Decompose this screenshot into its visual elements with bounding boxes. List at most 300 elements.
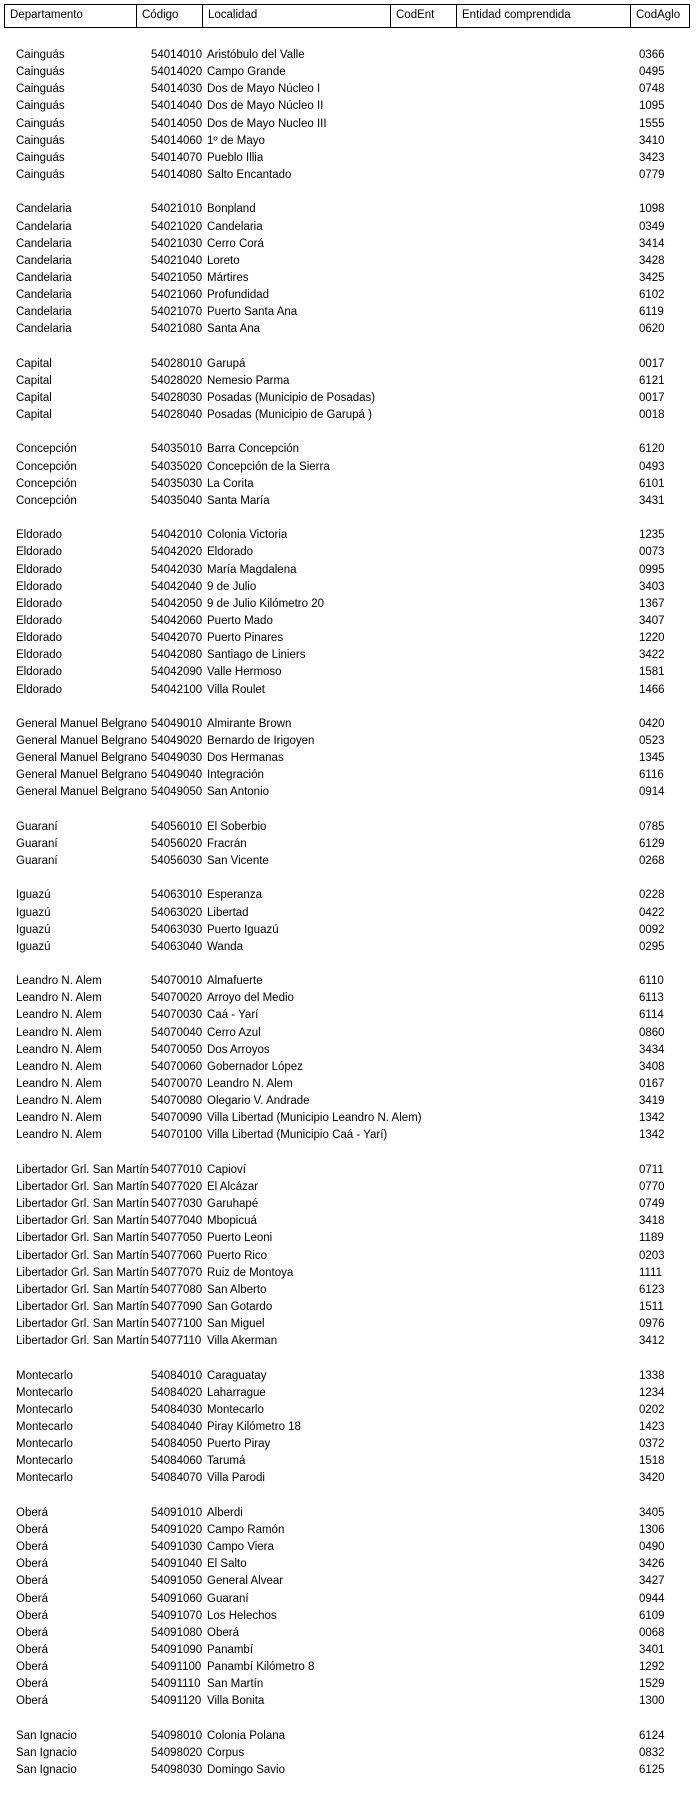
table-row bbox=[0, 1265, 697, 1282]
cell-codaglo: 1466 bbox=[639, 683, 665, 696]
cell-codaglo: 6109 bbox=[639, 1609, 665, 1622]
table-row bbox=[0, 596, 697, 613]
cell-codigo: 54070010 bbox=[151, 975, 203, 988]
table-row bbox=[0, 544, 697, 561]
cell-localidad: Profundidad bbox=[207, 289, 270, 302]
cell-departamento: Eldorado bbox=[16, 683, 63, 696]
cell-departamento: Cainguás bbox=[16, 100, 65, 113]
cell-departamento: Oberá bbox=[16, 1558, 48, 1571]
cell-localidad: Almafuerte bbox=[207, 975, 263, 988]
cell-localidad: La Corita bbox=[207, 477, 254, 490]
cell-codigo: 54042080 bbox=[151, 649, 203, 662]
cell-codaglo: 0495 bbox=[639, 66, 665, 79]
cell-localidad: Villa Akerman bbox=[207, 1335, 278, 1348]
cell-codaglo: 1423 bbox=[639, 1421, 665, 1433]
cell-codigo: 54084060 bbox=[151, 1455, 203, 1468]
cell-departamento: Capital bbox=[16, 392, 52, 404]
cell-codaglo: 3414 bbox=[639, 237, 665, 250]
cell-codigo: 54021070 bbox=[151, 306, 203, 319]
table-row bbox=[0, 236, 697, 253]
cell-codigo: 54077050 bbox=[151, 1232, 203, 1245]
table-row bbox=[0, 1625, 697, 1642]
cell-codaglo: 6113 bbox=[639, 992, 664, 1005]
cell-codaglo: 1220 bbox=[639, 632, 665, 645]
cell-codigo: 54042040 bbox=[151, 580, 203, 593]
cell-codigo: 54070020 bbox=[151, 992, 203, 1005]
cell-localidad: Puerto Piray bbox=[207, 1438, 271, 1451]
cell-codigo: 54042050 bbox=[151, 597, 203, 610]
cell-codaglo: 1555 bbox=[639, 117, 665, 130]
cell-codigo: 54091110 bbox=[151, 1678, 201, 1691]
cell-codigo: 54049010 bbox=[151, 717, 203, 730]
cell-departamento: Leandro N. Alem bbox=[16, 1112, 102, 1125]
cell-localidad: Panambí bbox=[207, 1643, 254, 1656]
cell-codaglo: 1342 bbox=[639, 1129, 665, 1142]
cell-departamento: Oberá bbox=[16, 1609, 48, 1622]
cell-codaglo: 0493 bbox=[639, 460, 665, 473]
table-row bbox=[0, 1007, 697, 1024]
table-row bbox=[0, 407, 697, 424]
cell-codigo: 54056020 bbox=[151, 837, 203, 850]
cell-departamento: San Ignacio bbox=[16, 1764, 77, 1776]
cell-departamento: San Ignacio bbox=[16, 1746, 77, 1759]
cell-codaglo: 3427 bbox=[639, 1575, 665, 1588]
cell-codaglo: 6102 bbox=[639, 289, 665, 302]
cell-codigo: 54021020 bbox=[151, 220, 203, 233]
table-row bbox=[0, 98, 697, 115]
cell-codaglo: 0785 bbox=[639, 820, 665, 833]
cell-departamento: Libertador Grl. San Martín bbox=[16, 1232, 149, 1245]
cell-departamento: Leandro N. Alem bbox=[16, 1009, 102, 1022]
table-row bbox=[0, 1693, 697, 1710]
table-row bbox=[0, 1385, 697, 1402]
table-row bbox=[0, 1591, 697, 1608]
cell-codaglo: 3408 bbox=[639, 1060, 665, 1073]
cell-localidad: San Martín bbox=[207, 1678, 264, 1691]
cell-localidad: San Antonio bbox=[207, 786, 270, 799]
header-localidad: Localidad bbox=[203, 5, 391, 27]
cell-localidad: Garuhapé bbox=[207, 1198, 259, 1211]
cell-departamento: Oberá bbox=[16, 1661, 48, 1674]
cell-localidad: Arroyo del Medio bbox=[207, 992, 294, 1005]
cell-localidad: 9 de Julio Kilómetro 20 bbox=[207, 597, 324, 610]
cell-codaglo: 0295 bbox=[639, 940, 665, 953]
cell-localidad: Dos de Mayo Nucleo III bbox=[207, 117, 327, 130]
cell-codigo: 54070040 bbox=[151, 1026, 203, 1039]
table-row bbox=[0, 1728, 697, 1745]
header-codigo: Código bbox=[137, 5, 203, 27]
cell-codaglo: 0349 bbox=[639, 220, 665, 233]
cell-codaglo: 3431 bbox=[639, 494, 665, 507]
cell-localidad: General Alvear bbox=[207, 1575, 284, 1588]
cell-departamento: Oberá bbox=[16, 1523, 48, 1536]
cell-codaglo: 0228 bbox=[639, 889, 665, 902]
cell-departamento: Candelaria bbox=[16, 203, 72, 216]
cell-departamento: Leandro N. Alem bbox=[16, 975, 102, 988]
cell-departamento: Libertador Grl. San Martín bbox=[16, 1163, 149, 1176]
cell-codigo: 54077040 bbox=[151, 1215, 203, 1228]
cell-departamento: General Manuel Belgrano bbox=[16, 717, 148, 730]
cell-localidad: Campo Grande bbox=[207, 66, 286, 79]
table-row bbox=[0, 116, 697, 133]
cell-codigo: 54077030 bbox=[151, 1198, 203, 1211]
cell-localidad: Corpus bbox=[207, 1746, 245, 1759]
cell-codaglo: 6124 bbox=[639, 1729, 665, 1742]
cell-localidad: Barra Concepción bbox=[207, 443, 300, 456]
cell-codigo: 54028030 bbox=[151, 392, 203, 404]
cell-codaglo: 3423 bbox=[639, 151, 665, 164]
cell-codaglo: 0976 bbox=[639, 1318, 665, 1331]
cell-localidad: Valle Hermoso bbox=[207, 666, 282, 679]
cell-departamento: Candelaria bbox=[16, 237, 72, 250]
cell-departamento: Cainguás bbox=[16, 66, 65, 79]
cell-codigo: 54091100 bbox=[151, 1661, 202, 1674]
cell-localidad: Aristóbulo del Valle bbox=[207, 49, 305, 61]
cell-localidad: Caá - Yarí bbox=[207, 1009, 259, 1022]
cell-codigo: 54077020 bbox=[151, 1180, 203, 1193]
cell-codigo: 54042070 bbox=[151, 632, 203, 645]
cell-localidad: Dos Arroyos bbox=[207, 1043, 270, 1056]
cell-codigo: 54070030 bbox=[151, 1009, 203, 1022]
cell-codigo: 54042100 bbox=[151, 683, 203, 696]
table-row bbox=[0, 1368, 697, 1385]
cell-departamento: Libertador Grl. San Martín bbox=[16, 1335, 149, 1348]
cell-codigo: 54077060 bbox=[151, 1249, 203, 1262]
cell-localidad: Integración bbox=[207, 769, 264, 782]
cell-localidad: Puerto Santa Ana bbox=[207, 306, 298, 319]
table-row bbox=[0, 219, 697, 236]
table-row bbox=[0, 767, 697, 784]
cell-localidad: Los Helechos bbox=[207, 1609, 277, 1622]
cell-departamento: Capital bbox=[16, 409, 52, 422]
table-row bbox=[0, 356, 697, 373]
table-row bbox=[0, 1025, 697, 1042]
cell-codigo: 54056010 bbox=[151, 820, 203, 833]
table-row bbox=[0, 630, 697, 647]
cell-codigo: 54077010 bbox=[151, 1163, 203, 1176]
cell-codaglo: 0523 bbox=[639, 735, 665, 747]
cell-localidad: Posadas (Municipio de Posadas) bbox=[207, 392, 376, 404]
cell-codaglo: 0420 bbox=[639, 717, 665, 730]
cell-localidad: María Magdalena bbox=[207, 563, 297, 576]
cell-codaglo: 3403 bbox=[639, 580, 665, 593]
table-row bbox=[0, 905, 697, 922]
cell-codigo: 54091020 bbox=[151, 1523, 203, 1536]
table-row bbox=[0, 887, 697, 904]
cell-departamento: Cainguás bbox=[16, 117, 65, 130]
cell-codigo: 54014040 bbox=[151, 100, 203, 113]
table-row bbox=[0, 1042, 697, 1059]
cell-localidad: San Alberto bbox=[207, 1283, 267, 1296]
cell-codaglo: 0422 bbox=[639, 906, 665, 919]
table-row bbox=[0, 1179, 697, 1196]
cell-departamento: San Ignacio bbox=[16, 1729, 77, 1742]
cell-codigo: 54098010 bbox=[151, 1729, 203, 1742]
cell-localidad: Santa Ana bbox=[207, 323, 261, 336]
cell-localidad: El Soberbio bbox=[207, 820, 267, 833]
header-entidad: Entidad comprendida bbox=[457, 5, 631, 27]
table-row bbox=[0, 973, 697, 990]
cell-departamento: Leandro N. Alem bbox=[16, 1060, 102, 1073]
cell-codaglo: 1511 bbox=[639, 1300, 664, 1313]
table-row bbox=[0, 1556, 697, 1573]
cell-codigo: 54070100 bbox=[151, 1129, 203, 1142]
cell-codaglo: 1529 bbox=[639, 1678, 665, 1691]
table-row bbox=[0, 819, 697, 836]
cell-codigo: 54091120 bbox=[151, 1695, 202, 1708]
cell-localidad: Villa Libertad (Municipio Caá - Yarí) bbox=[207, 1129, 388, 1142]
header-codaglo: CodAglo bbox=[636, 9, 681, 21]
table-row bbox=[0, 1299, 697, 1316]
cell-localidad: Campo Viera bbox=[207, 1541, 274, 1554]
cell-departamento: Iguazú bbox=[16, 923, 51, 936]
cell-departamento: Oberá bbox=[16, 1575, 48, 1588]
cell-departamento: Cainguás bbox=[16, 49, 65, 61]
cell-codigo: 54028040 bbox=[151, 409, 203, 422]
cell-codigo: 54014060 bbox=[151, 134, 203, 147]
cell-codaglo: 1098 bbox=[639, 203, 665, 216]
cell-localidad: Oberá bbox=[207, 1626, 239, 1639]
header-departamento: Departamento bbox=[5, 5, 137, 27]
table-row bbox=[0, 304, 697, 321]
cell-codigo: 54077110 bbox=[151, 1335, 202, 1348]
cell-localidad: Gobernador López bbox=[207, 1060, 303, 1073]
cell-codigo: 54042090 bbox=[151, 666, 203, 679]
cell-codigo: 54084050 bbox=[151, 1438, 203, 1451]
cell-codaglo: 1345 bbox=[639, 752, 665, 765]
table-row bbox=[0, 270, 697, 287]
cell-localidad: Libertad bbox=[207, 906, 249, 919]
table-row bbox=[0, 1059, 697, 1076]
cell-localidad: Santa María bbox=[207, 494, 270, 507]
cell-localidad: Cerro Corá bbox=[207, 237, 264, 250]
table-row bbox=[0, 1573, 697, 1590]
cell-codigo: 54091060 bbox=[151, 1592, 203, 1605]
cell-codigo: 54049030 bbox=[151, 752, 203, 765]
table-row bbox=[0, 1316, 697, 1333]
cell-codigo: 54014020 bbox=[151, 66, 203, 79]
cell-departamento: Montecarlo bbox=[16, 1421, 73, 1433]
cell-departamento: Eldorado bbox=[16, 614, 63, 627]
cell-codaglo: 1338 bbox=[639, 1369, 665, 1382]
table-row bbox=[0, 253, 697, 270]
table-row bbox=[0, 1282, 697, 1299]
cell-codigo: 54070070 bbox=[151, 1078, 203, 1090]
cell-codigo: 54063030 bbox=[151, 923, 203, 936]
cell-localidad: Domingo Savio bbox=[207, 1764, 285, 1776]
cell-codigo: 54077100 bbox=[151, 1318, 203, 1331]
cell-departamento: Eldorado bbox=[16, 597, 63, 610]
cell-localidad: El Salto bbox=[207, 1558, 247, 1571]
cell-localidad: Loreto bbox=[207, 254, 240, 267]
cell-departamento: Leandro N. Alem bbox=[16, 1095, 102, 1108]
cell-codigo: 54084070 bbox=[151, 1472, 203, 1485]
cell-codigo: 54014030 bbox=[151, 83, 203, 96]
cell-codigo: 54035020 bbox=[151, 460, 203, 473]
cell-localidad: Pueblo Illia bbox=[207, 151, 264, 164]
table-row bbox=[0, 47, 697, 64]
cell-codaglo: 0092 bbox=[639, 923, 665, 936]
table-row bbox=[0, 133, 697, 150]
table-row bbox=[0, 750, 697, 767]
cell-codaglo: 6129 bbox=[639, 837, 665, 850]
cell-codigo: 54042010 bbox=[151, 529, 203, 542]
cell-departamento: Leandro N. Alem bbox=[16, 1043, 102, 1056]
cell-departamento: General Manuel Belgrano bbox=[16, 752, 148, 765]
cell-localidad: Colonia Polana bbox=[207, 1729, 286, 1742]
cell-codaglo: 1292 bbox=[639, 1661, 665, 1674]
cell-departamento: Iguazú bbox=[16, 940, 51, 953]
cell-departamento: Oberá bbox=[16, 1506, 48, 1519]
cell-departamento: Cainguás bbox=[16, 83, 65, 96]
table-row bbox=[0, 682, 697, 699]
cell-localidad: Salto Encantado bbox=[207, 169, 292, 182]
table-row bbox=[0, 1762, 697, 1779]
table-row bbox=[0, 150, 697, 167]
table-row bbox=[0, 939, 697, 956]
table-row bbox=[0, 716, 697, 733]
cell-codaglo: 3405 bbox=[639, 1506, 665, 1519]
cell-codaglo: 3418 bbox=[639, 1215, 665, 1228]
cell-codaglo: 6119 bbox=[639, 306, 664, 319]
cell-codaglo: 1111 bbox=[639, 1266, 663, 1279]
table-row bbox=[0, 562, 697, 579]
cell-codigo: 54084030 bbox=[151, 1403, 203, 1416]
cell-codigo: 54091050 bbox=[151, 1575, 203, 1588]
cell-departamento: Iguazú bbox=[16, 906, 51, 919]
cell-departamento: Eldorado bbox=[16, 529, 63, 542]
cell-codaglo: 6125 bbox=[639, 1764, 665, 1776]
cell-departamento: Leandro N. Alem bbox=[16, 1078, 102, 1090]
table-row bbox=[0, 1402, 697, 1419]
cell-codaglo: 0779 bbox=[639, 169, 665, 182]
cell-codaglo: 3426 bbox=[639, 1558, 665, 1571]
header-codent: CodEnt bbox=[391, 5, 457, 27]
table-row bbox=[0, 922, 697, 939]
cell-departamento: Montecarlo bbox=[16, 1438, 73, 1451]
table-row bbox=[0, 579, 697, 596]
cell-codaglo: 6116 bbox=[639, 769, 664, 782]
cell-codaglo: 3407 bbox=[639, 614, 665, 627]
cell-localidad: Eldorado bbox=[207, 546, 254, 559]
cell-localidad: Cerro Azul bbox=[207, 1026, 261, 1039]
cell-departamento: Eldorado bbox=[16, 632, 63, 645]
cell-codigo: 54028010 bbox=[151, 357, 203, 370]
cell-localidad: Alberdi bbox=[207, 1506, 243, 1519]
cell-codigo: 54084010 bbox=[151, 1369, 203, 1382]
cell-localidad: Esperanza bbox=[207, 889, 262, 902]
cell-localidad: Bernardo de Irigoyen bbox=[207, 735, 315, 747]
table-row bbox=[0, 287, 697, 304]
cell-codigo: 54091030 bbox=[151, 1541, 203, 1554]
cell-localidad: Dos Hermanas bbox=[207, 752, 284, 765]
cell-codigo: 54028020 bbox=[151, 374, 203, 387]
table-row bbox=[0, 1248, 697, 1265]
cell-codigo: 54049040 bbox=[151, 769, 203, 782]
cell-localidad: Leandro N. Alem bbox=[207, 1078, 293, 1090]
table-row bbox=[0, 613, 697, 630]
table-row bbox=[0, 1419, 697, 1436]
table-row bbox=[0, 390, 697, 407]
cell-codigo: 54077080 bbox=[151, 1283, 203, 1296]
cell-departamento: Eldorado bbox=[16, 563, 63, 576]
cell-localidad: Capioví bbox=[207, 1163, 246, 1176]
cell-codigo: 54098030 bbox=[151, 1764, 203, 1776]
cell-departamento: Iguazú bbox=[16, 889, 51, 902]
cell-codaglo: 1581 bbox=[639, 666, 665, 679]
cell-codigo: 54084040 bbox=[151, 1421, 203, 1433]
table-row bbox=[0, 1539, 697, 1556]
table-row bbox=[0, 373, 697, 390]
cell-codigo: 54091070 bbox=[151, 1609, 203, 1622]
cell-codigo: 54021080 bbox=[151, 323, 203, 336]
cell-localidad: Dos de Mayo Núcleo II bbox=[207, 100, 324, 113]
cell-departamento: Concepción bbox=[16, 494, 77, 507]
cell-departamento: Montecarlo bbox=[16, 1386, 73, 1399]
cell-codigo: 54021050 bbox=[151, 271, 203, 284]
cell-codaglo: 3401 bbox=[639, 1643, 665, 1656]
cell-departamento: Leandro N. Alem bbox=[16, 1129, 102, 1142]
table-row bbox=[0, 81, 697, 98]
cell-departamento: Concepción bbox=[16, 460, 77, 473]
cell-localidad: Dos de Mayo Núcleo I bbox=[207, 83, 321, 96]
cell-departamento: Libertador Grl. San Martín bbox=[16, 1215, 149, 1228]
cell-codaglo: 3425 bbox=[639, 271, 665, 284]
cell-codaglo: 3434 bbox=[639, 1043, 665, 1056]
cell-departamento: Concepción bbox=[16, 477, 77, 490]
cell-codaglo: 0268 bbox=[639, 855, 665, 868]
cell-codaglo: 0749 bbox=[639, 1198, 665, 1211]
cell-codaglo: 6123 bbox=[639, 1283, 665, 1296]
cell-codaglo: 0914 bbox=[639, 786, 665, 799]
cell-codigo: 54070060 bbox=[151, 1060, 203, 1073]
cell-codigo: 54014070 bbox=[151, 151, 203, 164]
cell-codigo: 54063040 bbox=[151, 940, 203, 953]
table-row bbox=[0, 1522, 697, 1539]
cell-codigo: 54056030 bbox=[151, 855, 203, 868]
cell-departamento: Libertador Grl. San Martín bbox=[16, 1266, 149, 1279]
cell-codaglo: 1189 bbox=[639, 1232, 664, 1245]
table-row bbox=[0, 1453, 697, 1470]
table-row bbox=[0, 1659, 697, 1676]
table-row bbox=[0, 853, 697, 870]
cell-localidad: Colonia Victoria bbox=[207, 529, 288, 542]
cell-localidad: Puerto Leoni bbox=[207, 1232, 273, 1245]
cell-localidad: Fracrán bbox=[207, 837, 247, 850]
cell-codigo: 54021040 bbox=[151, 254, 203, 267]
cell-codigo: 54077070 bbox=[151, 1266, 203, 1279]
cell-departamento: Capital bbox=[16, 374, 52, 387]
cell-codaglo: 1367 bbox=[639, 597, 665, 610]
cell-codaglo: 6120 bbox=[639, 443, 665, 456]
cell-codaglo: 0073 bbox=[639, 546, 665, 559]
cell-codaglo: 1342 bbox=[639, 1112, 665, 1125]
cell-departamento: General Manuel Belgrano bbox=[16, 786, 148, 799]
table-row bbox=[0, 784, 697, 801]
cell-departamento: Oberá bbox=[16, 1678, 48, 1691]
cell-codigo: 54091080 bbox=[151, 1626, 203, 1639]
cell-codigo: 54070050 bbox=[151, 1043, 203, 1056]
cell-departamento: Libertador Grl. San Martín bbox=[16, 1198, 149, 1211]
cell-codaglo: 1518 bbox=[639, 1455, 665, 1468]
cell-departamento: Libertador Grl. San Martín bbox=[16, 1249, 149, 1262]
cell-codigo: 54098020 bbox=[151, 1746, 203, 1759]
cell-localidad: Piray Kilómetro 18 bbox=[207, 1421, 301, 1433]
cell-codaglo: 0748 bbox=[639, 83, 665, 96]
cell-localidad: Villa Libertad (Municipio Leandro N. Alem) bbox=[207, 1112, 422, 1125]
cell-codaglo: 0017 bbox=[639, 357, 665, 370]
cell-localidad: Mártires bbox=[207, 271, 249, 284]
